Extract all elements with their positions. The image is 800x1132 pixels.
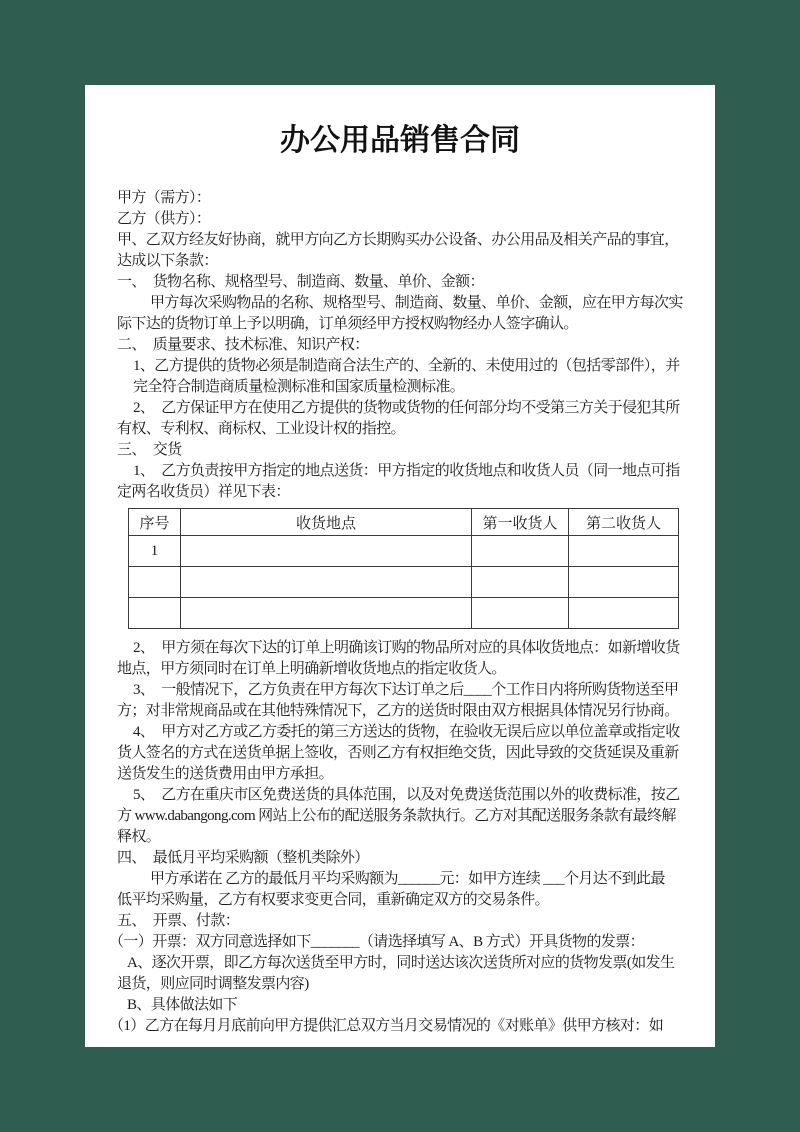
text-line: 送货发生的送货费用由甲方承担。 xyxy=(117,766,334,782)
text-line: 四、 最低月平均采购额（整机类除外） xyxy=(117,850,369,866)
text-line: 定两名收货员）祥见下表： xyxy=(117,484,290,500)
text-line: 甲方每次采购物品的名称、规格型号、制造商、数量、单价、金额，应在甲方每次实 xyxy=(150,295,683,311)
text-line: 3、 一般情况下，乙方负责在甲方每次下达订单之后____个工作日内将所购货物送至甲 xyxy=(133,682,679,698)
text-line: 一、 货物名称、规格型号、制造商、数量、单价、金额： xyxy=(117,274,484,290)
text-line: 地点，甲方须同时在订单上明确新增收货地点的指定收货人。 xyxy=(117,661,506,677)
contract-clauses-top xyxy=(117,188,717,503)
text-line: 二、 质量要求、技术标准、知识产权： xyxy=(117,337,369,353)
text-line: 退货，则应同时调整发票内容) xyxy=(117,976,309,992)
text-line: 甲方承诺在 乙方的最低月平均采购额为______元：如甲方连续 ___个月达不到此最 xyxy=(150,871,665,887)
table-row xyxy=(129,598,679,629)
text-line: 货人签名的方式在送货单据上签收，否则乙方有权拒绝交货，因此导致的交货延误及重新 xyxy=(117,745,679,761)
text-line: 五、 开票、付款： xyxy=(117,913,240,929)
text-line: 乙方（供方）： xyxy=(117,211,211,227)
text-line: 方；对非常规商品或在其他特殊情况下，乙方的送货时限由双方根据具体情况另行协商。 xyxy=(117,703,679,719)
text-line: （一）开票：双方同意选择如下_______（请选择填写 A、B 方式）开具货物的发票： xyxy=(109,934,645,950)
text-line: 1、 乙方负责按甲方指定的地点送货：甲方指定的收货地点和收货人员（同一地点可指 xyxy=(133,463,680,479)
table-cell xyxy=(569,598,679,629)
text-line: 2、 甲方须在每次下达的订单上明确该订购的物品所对应的具体收货地点：如新增收货 xyxy=(133,640,680,656)
table-cell xyxy=(569,536,679,567)
table-cell xyxy=(181,567,472,598)
table-header-cell: 收货地点 xyxy=(181,509,472,536)
document-title: 办公用品销售合同 xyxy=(280,124,520,157)
text-line: 达成以下条款： xyxy=(117,253,218,269)
text-line: 完全符合制造商质量检测标准和国家质量检测标准。 xyxy=(133,379,465,395)
text-line: 三、 交货 xyxy=(117,442,182,458)
delivery-table-header-row xyxy=(129,509,679,536)
table-header-cell: 序号 xyxy=(129,509,181,536)
table-cell xyxy=(472,536,569,567)
table-header-cell: 第二收货人 xyxy=(569,509,679,536)
text-line: B、具体做法如下 xyxy=(127,997,238,1013)
contract-clauses-bottom xyxy=(109,638,717,1037)
table-cell xyxy=(472,598,569,629)
table-cell xyxy=(181,536,472,567)
table-cell xyxy=(129,567,181,598)
text-line: 释权。 xyxy=(117,829,161,845)
table-cell: 1 xyxy=(129,536,181,567)
table-cell xyxy=(472,567,569,598)
text-line: 有权、专利权、商标权、工业设计权的指控。 xyxy=(117,421,406,437)
table-header-cell: 第一收货人 xyxy=(472,509,569,536)
text-line: 低平均采购量，乙方有权要求变更合同，重新确定双方的交易条件。 xyxy=(117,892,550,908)
text-line: 1、乙方提供的货物必须是制造商合法生产的、全新的、未使用过的（包括零部件），并 xyxy=(133,358,680,374)
text-line: 甲、乙双方经友好协商，就甲方向乙方长期购买办公设备、办公用品及相关产品的事宜， xyxy=(117,232,679,248)
text-line: 方 www.dabangong.com 网站上公布的配送服务条款执行。乙方对其配送服务条款有最终解 xyxy=(117,808,676,824)
table-row xyxy=(129,536,679,567)
table-cell xyxy=(181,598,472,629)
table-cell xyxy=(569,567,679,598)
text-line: 际下达的货物订单上予以明确，订单须经甲方授权购物经办人签字确认。 xyxy=(117,316,578,332)
text-line: 2、 乙方保证甲方在使用乙方提供的货物或货物的任何部分均不受第三方关于侵犯其所 xyxy=(133,400,680,416)
text-line: 5、 乙方在重庆市区免费送货的具体范围，以及对免费送货范围以外的收费标准，按乙 xyxy=(133,787,680,803)
text-line: （1）乙方在每月月底前向甲方提供汇总双方当月交易情况的《对账单》供甲方核对：如 xyxy=(109,1018,664,1034)
delivery-table xyxy=(128,508,679,629)
text-line: A、逐次开票，即乙方每次送货至甲方时，同时送达该次送货所对应的货物发票(如发生 xyxy=(127,955,675,971)
table-row xyxy=(129,567,679,598)
table-cell xyxy=(129,598,181,629)
text-line: 4、 甲方对乙方或乙方委托的第三方送达的货物，在验收无误后应以单位盖章或指定收 xyxy=(133,724,680,740)
text-line: 甲方（需方）： xyxy=(117,190,211,206)
